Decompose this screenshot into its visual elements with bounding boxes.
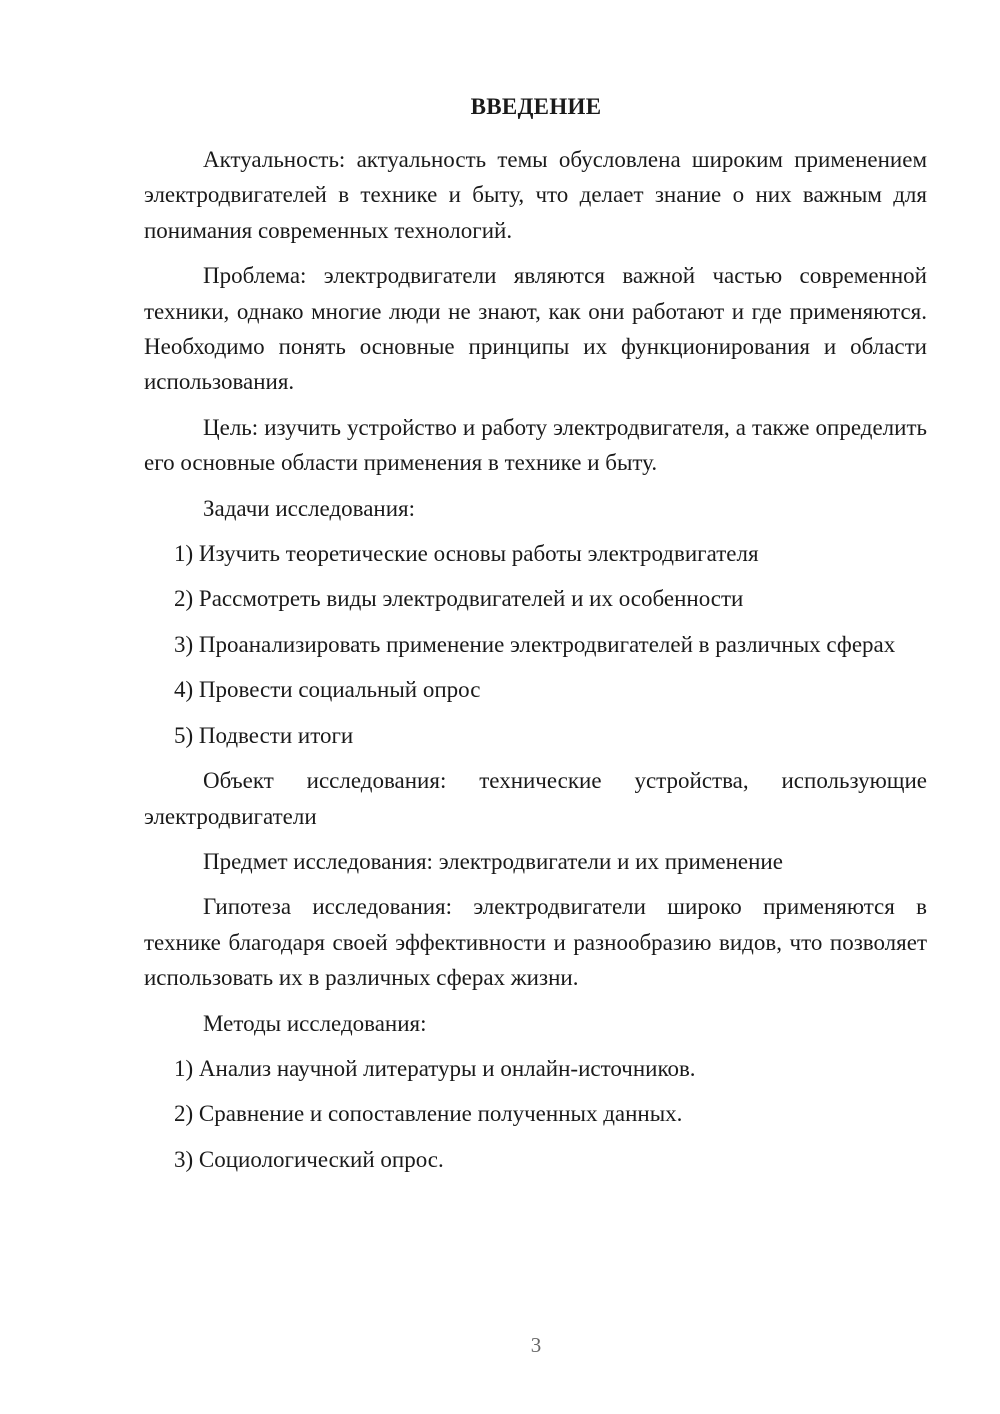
paragraph-problem: Проблема: электродвигатели являются важной частью современной техники, однако многие люди не знают, как они работают и где применяются. Необходимо понять основные принципы их функционирования и области использования.	[144, 263, 927, 395]
list-item: 3) Социологический опрос.	[174, 1146, 444, 1172]
paragraph-goal: Цель: изучить устройство и работу электродвигателя, а также определить его основные области применения в технике и быту.	[144, 414, 927, 476]
list-item: 2) Рассмотреть виды электродвигателей и их особенности	[174, 586, 744, 612]
page-number: 3	[530, 1333, 542, 1357]
list-item: 3) Проанализировать применение электродвигателей в различных сферах	[174, 631, 896, 657]
list-item: 2) Сравнение и сопоставление полученных данных.	[174, 1101, 683, 1127]
paragraph-relevance: Актуальность: актуальность темы обусловлена широким применением электродвигателей в технике и быту, что делает знание о них важным для понимания современных технологий.	[144, 147, 927, 243]
list-item: 1) Изучить теоретические основы работы электродвигателя	[174, 541, 759, 567]
methods-list	[144, 1051, 927, 1177]
document-body	[144, 142, 927, 1187]
list-item: 1) Анализ научной литературы и онлайн-источников.	[174, 1055, 696, 1081]
paragraph-object: Объект исследования: технические устройства, использующие электродвигатели	[144, 768, 927, 829]
methods-heading: Методы исследования:	[203, 1010, 427, 1036]
list-item: 4) Провести социальный опрос	[174, 677, 481, 703]
paragraph-subject: Предмет исследования: электродвигатели и их применение	[203, 848, 783, 874]
list-item: 5) Подвести итоги	[174, 722, 354, 748]
tasks-heading: Задачи исследования:	[203, 495, 416, 521]
tasks-list	[144, 536, 927, 753]
paragraph-hypothesis: Гипотеза исследования: электродвигатели широко применяются в технике благодаря своей эффективности и разнообразию видов, что позволяет использовать их в различных сферах жизни.	[144, 894, 927, 991]
section-title: ВВЕДЕНИЕ	[470, 94, 602, 119]
